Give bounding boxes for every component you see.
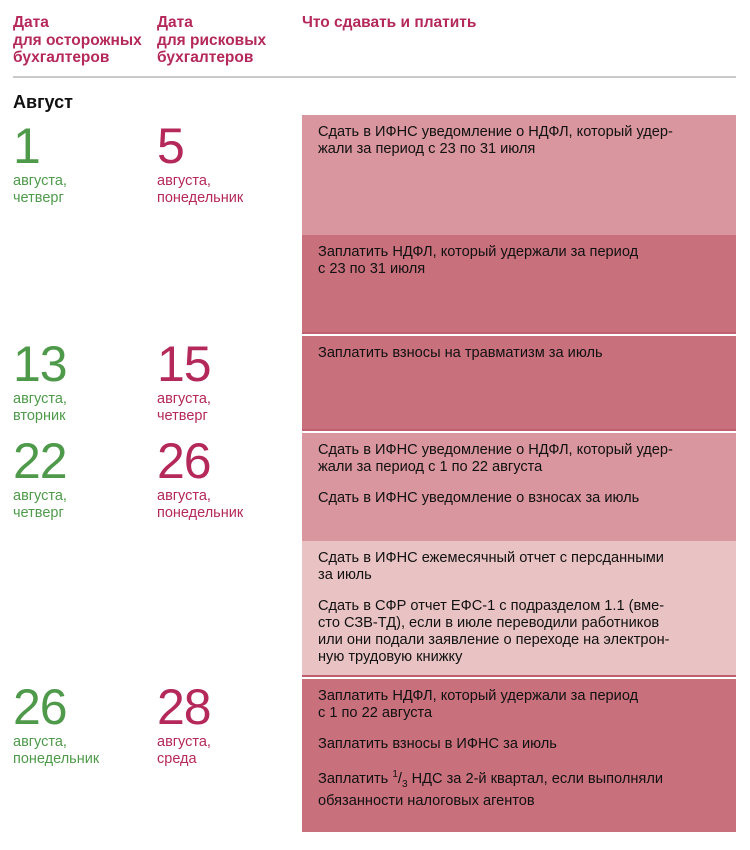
task-box-4	[302, 433, 736, 541]
day-label: августа, четверг	[157, 391, 211, 424]
day-label: августа, понедельник	[157, 488, 244, 521]
month-title: Август	[13, 92, 73, 112]
box-divider	[302, 332, 736, 334]
task-box-2	[302, 235, 736, 332]
day-number: 15	[157, 336, 211, 392]
day-number: 22	[13, 433, 67, 489]
day-number: 1	[13, 118, 40, 174]
task-box-5	[302, 541, 736, 675]
task-item: Заплатить взносы на травматизм за июль	[318, 345, 603, 361]
day-label: августа, четверг	[13, 488, 67, 521]
day-number: 13	[13, 336, 67, 392]
task-box-1	[302, 115, 736, 235]
task-item: Сдать в ИФНС уведомление о взносах за июль	[318, 489, 640, 506]
task-item: Сдать в ИФНС уведомление о НДФЛ, который удер- жали за период с 23 по 31 июля	[318, 124, 673, 158]
day-label: августа, вторник	[13, 391, 67, 424]
header-col-careful: Дата для осторожных бухгалтеров	[13, 14, 142, 66]
day-label: августа, среда	[157, 734, 211, 767]
box-divider	[302, 675, 736, 677]
header-col-tasks: Что сдавать и платить	[302, 14, 477, 31]
date-risky-2	[157, 336, 211, 425]
box-divider	[302, 429, 736, 431]
day-label: августа, понедельник	[157, 173, 244, 206]
task-item: Сдать в ИФНС уведомление о НДФЛ, который удер- жали за период с 1 по 22 августа	[318, 442, 673, 476]
task-item: Сдать в СФР отчет ЕФС-1 с подразделом 1.1 (вме- сто СЗВ-ТД), если в июле переводили работников или они подали заявление о переходе на электрон- ную трудовую книжку	[318, 597, 670, 666]
date-careful-4	[13, 679, 100, 768]
date-careful-3	[13, 433, 67, 522]
date-risky-3	[157, 433, 244, 522]
day-number: 28	[157, 679, 211, 735]
day-label: августа, понедельник	[13, 734, 100, 767]
task-item: Заплатить НДФЛ, который удержали за период с 1 по 22 августа	[318, 688, 639, 722]
day-number: 26	[13, 679, 67, 735]
day-number: 5	[157, 118, 184, 174]
task-box-3	[302, 336, 736, 429]
date-risky-1	[157, 118, 244, 207]
date-careful-1	[13, 118, 67, 207]
date-risky-4	[157, 679, 211, 768]
task-item: Заплатить взносы в ИФНС за июль	[318, 735, 557, 752]
day-label: августа, четверг	[13, 173, 67, 206]
day-number: 26	[157, 433, 211, 489]
header-divider	[13, 76, 736, 78]
date-careful-2	[13, 336, 67, 425]
task-item: Сдать в ИФНС ежемесячный отчет с персданными за июль	[318, 550, 664, 584]
task-item: Заплатить НДФЛ, который удержали за период с 23 по 31 июля	[318, 244, 639, 278]
header-col-risky: Дата для рисковых бухгалтеров	[157, 14, 267, 66]
task-box-6	[302, 679, 736, 832]
task-item: Заплатить $^1/_3$ НДС за 2-й квартал, если выполняли обязанности налоговых агентов	[318, 768, 663, 809]
